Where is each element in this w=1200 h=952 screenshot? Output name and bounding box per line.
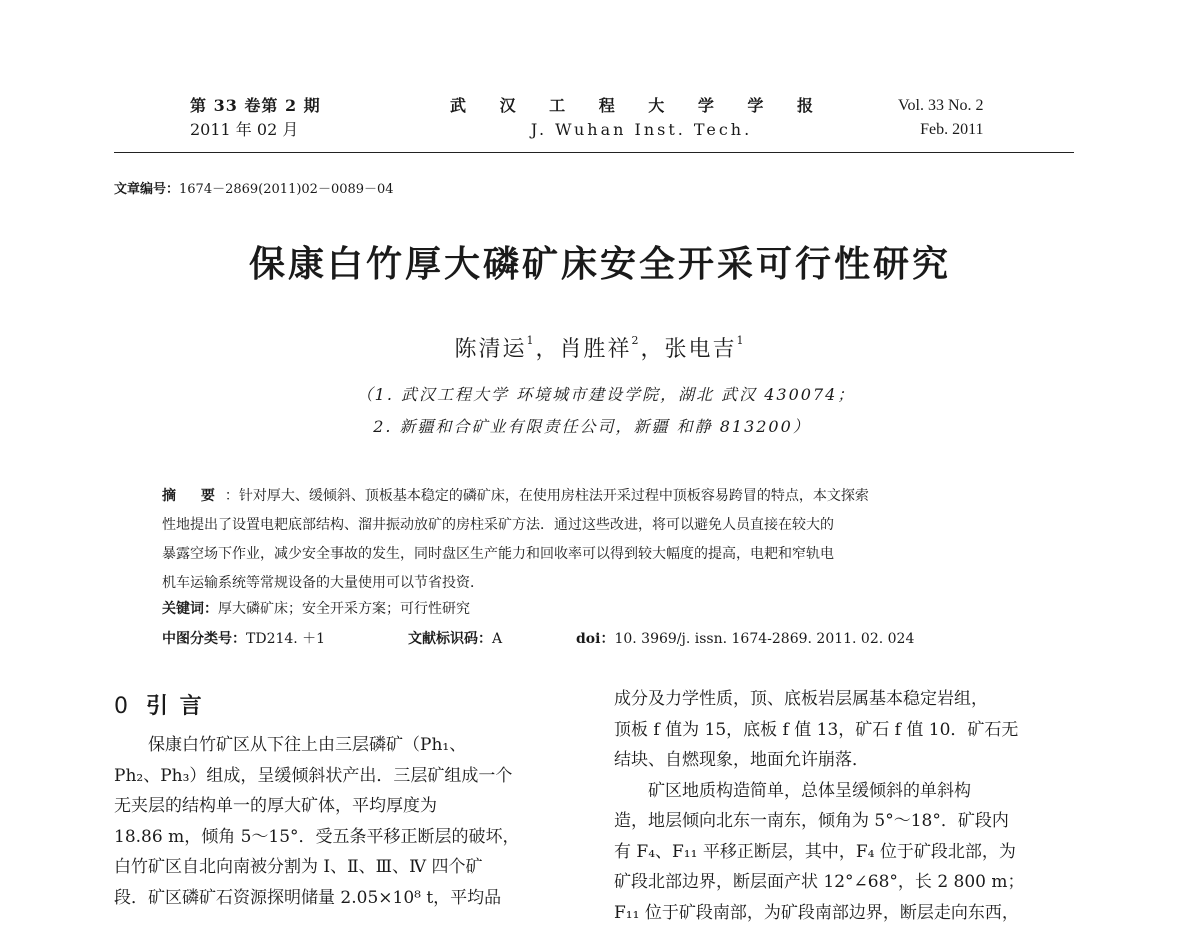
header-volume-en: Vol. 33 No. 2	[898, 97, 984, 114]
keywords	[162, 598, 470, 618]
clc-value: TD214. ＋1	[246, 631, 326, 647]
body-line: 白竹矿区自北向南被分割为 Ⅰ、Ⅱ、Ⅲ、Ⅳ 四个矿	[114, 857, 483, 877]
body-line: 造，地层倾向北东一南东，倾角为 5°～18°．矿段内	[614, 811, 1009, 831]
author-3: ，张电吉	[640, 337, 737, 362]
article-number	[114, 178, 394, 197]
abstract-line: 暴露空场下作业，减少安全事故的发生，同时盘区生产能力和回收率可以得到较大幅度的提高，电耙和窄轨电	[162, 546, 834, 562]
abstract-line: 性地提出了设置电耙底部结构、溜井振动放矿的房柱采矿方法．通过这些改进，将可以避免人员直接在较大的	[162, 517, 834, 533]
body-line: 18.86 m，倾角 5～15°．受五条平移正断层的破坏，	[114, 826, 520, 847]
body-line: 成分及力学性质，顶、底板岩层属基本稳定岩组，	[614, 689, 988, 709]
body-line: 保康白竹矿区从下往上由三层磷矿（Ph₁、	[148, 735, 467, 755]
classification-line	[162, 628, 915, 648]
body-line: 有 F₄、F₁₁ 平移正断层，其中，F₄ 位于矿段北部，为	[614, 841, 1016, 862]
body-line: 段．矿区磷矿石资源探明储量 2.05×10⁸ t，平均品	[114, 887, 502, 908]
header-journal-en: J. Wuhan Inst. Tech.	[530, 120, 753, 139]
keywords-label: 关键词：	[162, 601, 218, 617]
doi-label: doi：	[576, 631, 615, 647]
header-volume-cn: 第 33 卷第 2 期	[190, 96, 321, 115]
author-2-affil-mark: 2	[631, 334, 641, 347]
article-number-label: 文章编号：	[114, 182, 180, 197]
doc-code-label: 文献标识码：	[408, 631, 492, 647]
body-line: 无夹层的结构单一的厚大矿体，平均厚度为	[114, 796, 437, 816]
author-list	[0, 332, 1200, 363]
header-volume-block	[190, 94, 321, 142]
abstract-label: 摘 要	[162, 488, 225, 504]
header-rule	[114, 152, 1074, 153]
abstract	[162, 482, 1042, 598]
abstract-line: 摘 要：针对厚大、缓倾斜、顶板基本稳定的磷矿床，在使用房柱法开采过程中顶板容易跨冒的特点，本文探索	[162, 488, 869, 504]
section-title: 引 言	[146, 694, 204, 719]
header-journal-cn: 武 汉 工 程 大 学 学 报	[450, 96, 827, 115]
header-date-cn: 2011 年 02 月	[190, 120, 299, 139]
body-line: 顶板 f 值为 15，底板 f 值 13，矿石 f 值 10．矿石无	[614, 719, 1019, 740]
author-3-affil-mark: 1	[736, 334, 746, 347]
author-2: ，肖胜祥	[535, 337, 632, 362]
clc-code	[162, 628, 325, 648]
author-1: 陈清运	[454, 337, 527, 362]
header-journal-block	[450, 94, 827, 142]
header-date-en: Feb. 2011	[920, 121, 984, 138]
author-1-affil-mark: 1	[526, 334, 536, 347]
article-number-value: 1674－2869(2011)02－0089－04	[179, 182, 394, 197]
body-left-column	[114, 684, 586, 913]
affiliation-1: （1. 武汉工程大学 环境城市建设学院，湖北 武汉 430074；	[356, 385, 856, 404]
doc-code-value: A	[492, 631, 503, 647]
body-line: 矿段北部边界，断层面产状 12°∠68°，长 2 800 m；	[614, 872, 1025, 892]
body-line: 矿区地质构造简单，总体呈缓倾斜的单斜构	[648, 780, 971, 801]
doi	[576, 628, 914, 648]
body-line: F₁₁ 位于矿段南部，为矿段南部边界，断层走向东西，	[614, 902, 1019, 923]
section-heading	[114, 684, 586, 730]
abstract-line: 机车运输系统等常规设备的大量使用可以节省投资．	[162, 575, 484, 591]
affiliation-2: 2. 新疆和合矿业有限责任公司，新疆 和静 813200）	[373, 417, 811, 436]
document-code	[408, 628, 502, 648]
paper-title: 保康白竹厚大磷矿床安全开采可行性研究	[248, 243, 951, 285]
section-number: 0	[114, 694, 130, 719]
clc-label: 中图分类号：	[162, 631, 246, 647]
doi-value: 10. 3969/j. issn. 1674-2869. 2011. 02. 024	[614, 631, 915, 647]
body-right-column	[614, 684, 1076, 928]
body-line: Ph₂、Ph₃）组成，呈缓倾斜状产出．三层矿组成一个	[114, 765, 513, 786]
header-volume-en-block	[898, 94, 984, 142]
body-line: 结块、自燃现象，地面允许崩落．	[614, 750, 869, 770]
keywords-value: 厚大磷矿床；安全开采方案；可行性研究	[218, 601, 470, 617]
